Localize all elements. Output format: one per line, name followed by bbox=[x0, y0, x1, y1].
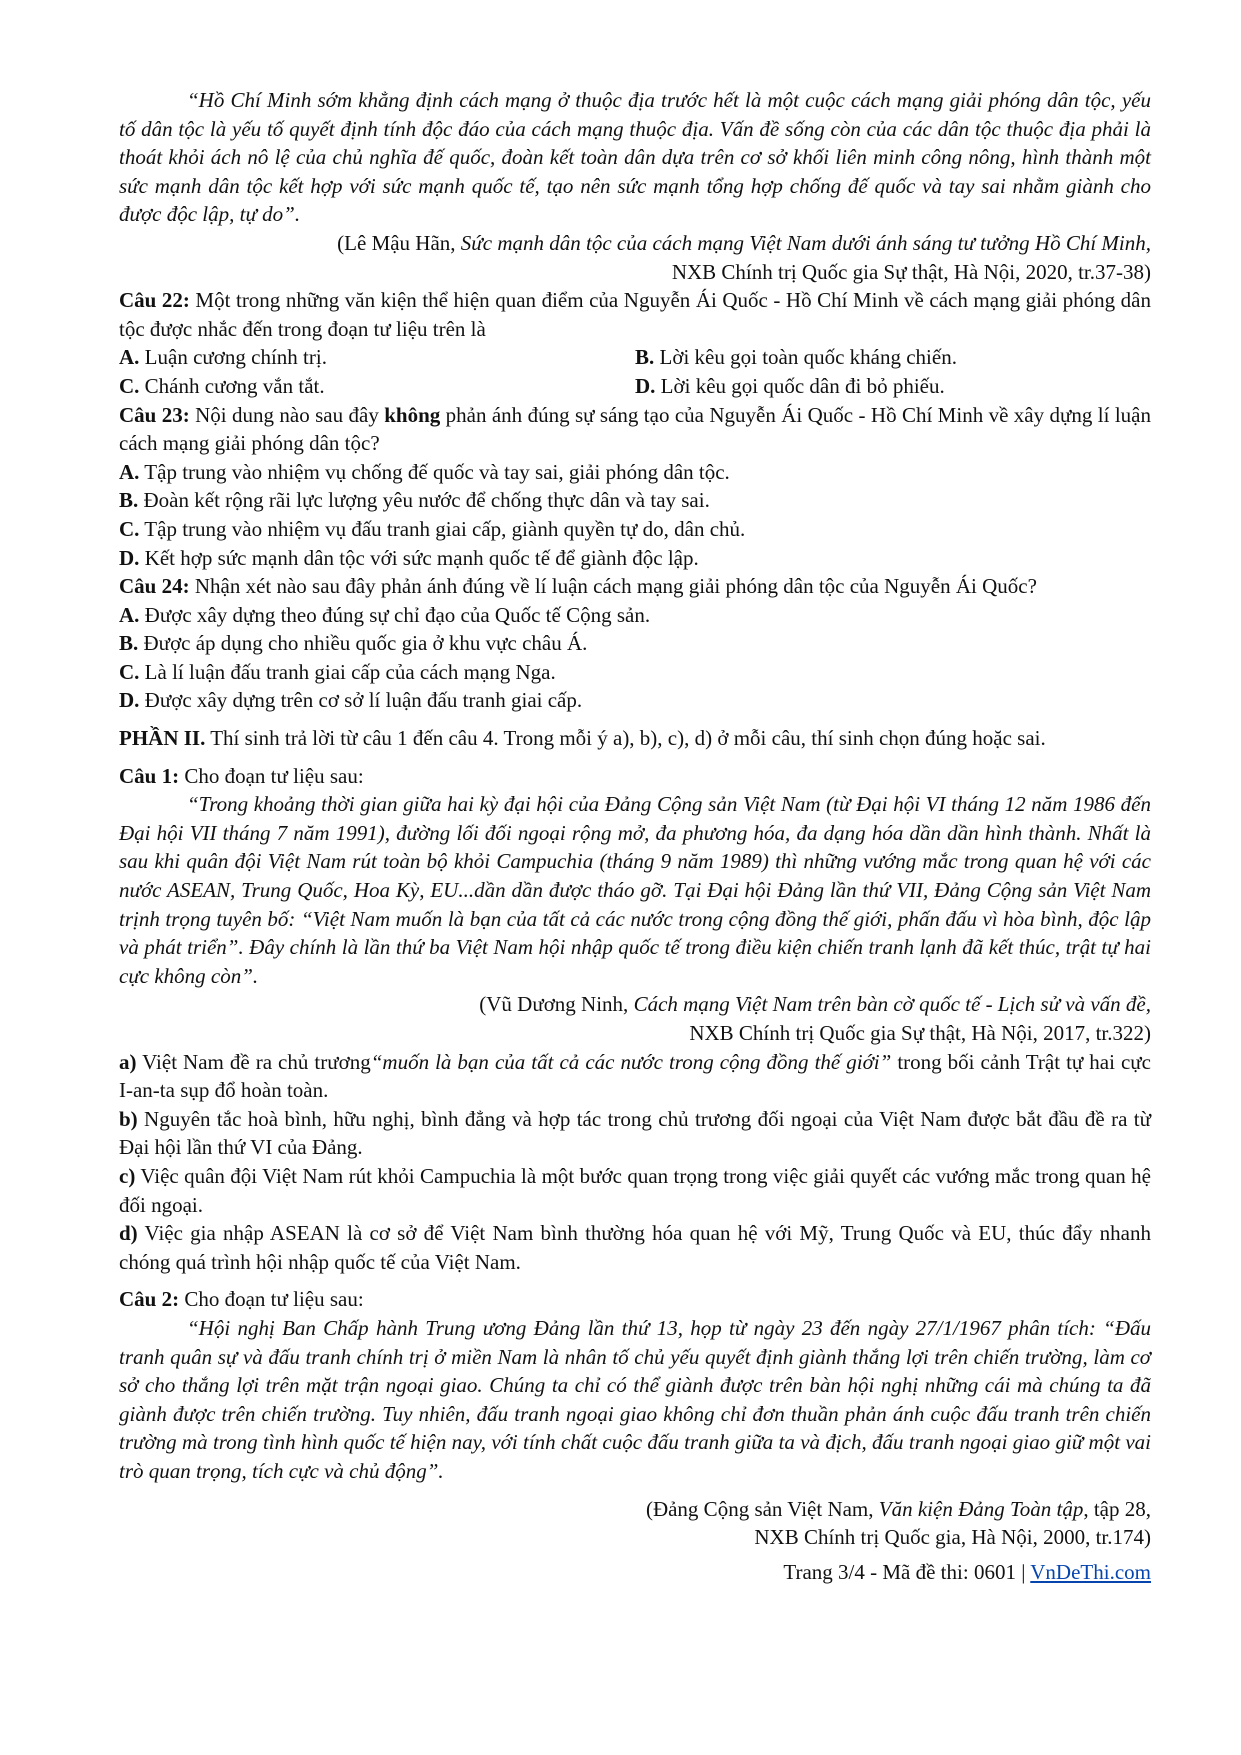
cau-2-quote: “Hội nghị Ban Chấp hành Trung ương Đảng lần thứ 13, họp từ ngày 23 đến ngày 27/1/1967 phân tích: “Đấu tranh quân sự và đấu tranh chính trị ở miền Nam là nhân tố chủ yếu quyết định giành thắng lợi trên chiến trường, làm cơ sở cho thắng lợi trên mặt trận ngoại giao. Chúng ta chỉ có thể giành được trên bàn hội nghị những cái mà chúng ta đã giành được trên chiến trường. Tuy nhiên, đấu tranh ngoại giao không chỉ đơn thuần phản ánh cuộc đấu tranh trên chiến trường mà trong tình hình quốc tế hiện nay, với tính chất cuộc đấu tranh giữa ta và địch, đấu tranh ngoại giao giữ một vai trò quan trọng, tích cực và chủ động”. bbox=[119, 1315, 1151, 1483]
q23-option-d: D. Kết hợp sức mạnh dân tộc với sức mạnh quốc tế để giành độc lập. bbox=[119, 545, 699, 570]
exam-page bbox=[119, 86, 1151, 1586]
citation-1-line2: NXB Chính trị Quốc gia Sự thật, Hà Nội, 2020, tr.37-38) bbox=[671, 259, 1151, 284]
cau-1-citation: (Vũ Dương Ninh, Cách mạng Việt Nam trên bàn cờ quốc tế - Lịch sử và vấn đề, bbox=[479, 992, 1151, 1017]
citation-1: (Lê Mậu Hãn, Sức mạnh dân tộc của cách mạng Việt Nam dưới ánh sáng tư tưởng Hồ Chí Minh, bbox=[337, 230, 1151, 255]
q24-option-d: D. Được xây dựng trên cơ sở lí luận đấu tranh giai cấp. bbox=[119, 688, 583, 713]
q24-option-c: C. Là lí luận đấu tranh giai cấp của cách mạng Nga. bbox=[119, 659, 556, 684]
quote-1: “Hồ Chí Minh sớm khẳng định cách mạng ở thuộc địa trước hết là một cuộc cách mạng giải phóng dân tộc, yếu tố dân tộc là yếu tố quyết định tính độc đáo của cách mạng thuộc địa. Vấn đề sống còn của các dân tộc thuộc địa phải là thoát khỏi ách nô lệ của chủ nghĩa đế quốc, đoàn kết toàn dân dựa trên cơ sở khối liên minh công nông, hình thành một sức mạnh dân tộc kết hợp với sức mạnh quốc tế, tạo nên sức mạnh tổng hợp chống đế quốc và tay sai nhằm giành cho được độc lập, tự do”. bbox=[119, 88, 1151, 227]
cau-2-intro: Câu 2: Cho đoạn tư liệu sau: bbox=[119, 1287, 364, 1312]
q22-option-c: C. Chánh cương vắn tắt. bbox=[119, 373, 325, 398]
cau-1-quote: “Trong khoảng thời gian giữa hai kỳ đại hội của Đảng Cộng sản Việt Nam (từ Đại hội VI tháng 12 năm 1986 đến Đại hội VII tháng 7 năm 1991), đường lối đối ngoại rộng mở, đa phương hóa, đa dạng hóa dần dần hình thành. Nhất là sau khi quân đội Việt Nam rút toàn bộ khỏi Campuchia (tháng 9 năm 1989) thì những vướng mắc trong quan hệ với các nước ASEAN, Trung Quốc, Hoa Kỳ, EU...dần dần được tháo gỡ. Tại Đại hội Đảng lần thứ VII, Đảng Cộng sản Việt Nam trịnh trọng tuyên bố: “Việt Nam muốn là bạn của tất cả các nước trong cộng đồng thế giới, phấn đấu vì hòa bình, độc lập và phát triển”. Đây chính là lần thứ ba Việt Nam hội nhập quốc tế trong điều kiện chiến tranh lạnh đã kết thúc, trật tự hai cực không còn”. bbox=[119, 792, 1151, 988]
cau-1-statement-b: b) Nguyên tắc hoà bình, hữu nghị, bình đẳng và hợp tác trong chủ trương đối ngoại của Việt Nam được bắt đầu đề ra từ Đại hội lần thứ VI của Đảng. bbox=[119, 1106, 1151, 1160]
question-24: Câu 24: Nhận xét nào sau đây phản ánh đúng về lí luận cách mạng giải phóng dân tộc của Nguyễn Ái Quốc? bbox=[119, 574, 1037, 599]
question-22: Câu 22: Một trong những văn kiện thể hiện quan điểm của Nguyễn Ái Quốc - Hồ Chí Minh về cách mạng giải phóng dân tộc được nhắc đến trong đoạn tư liệu trên là bbox=[119, 288, 1152, 341]
q22-option-a: A. Luận cương chính trị. bbox=[119, 345, 327, 370]
cau-1-citation-line2: NXB Chính trị Quốc gia Sự thật, Hà Nội, 2017, tr.322) bbox=[689, 1021, 1151, 1045]
page-footer: Trang 3/4 - Mã đề thi: 0601 | VnDeThi.com bbox=[783, 1559, 1151, 1584]
footer-link[interactable]: VnDeThi.com bbox=[1030, 1559, 1151, 1584]
q22-options-row-2 bbox=[119, 372, 1151, 401]
q23-option-b: B. Đoàn kết rộng rãi lực lượng yêu nước để chống thực dân và tay sai. bbox=[119, 488, 710, 513]
q24-option-a: A. Được xây dựng theo đúng sự chỉ đạo của Quốc tế Cộng sản. bbox=[119, 602, 651, 627]
cau-1-intro: Câu 1: Cho đoạn tư liệu sau: bbox=[119, 763, 364, 788]
q22-option-d: D. Lời kêu gọi quốc dân đi bỏ phiếu. bbox=[635, 373, 945, 398]
q24-option-b: B. Được áp dụng cho nhiều quốc gia ở khu vực châu Á. bbox=[119, 631, 588, 656]
q23-option-c: C. Tập trung vào nhiệm vụ đấu tranh giai cấp, giành quyền tự do, dân chủ. bbox=[119, 516, 746, 541]
cau-2-citation: (Đảng Cộng sản Việt Nam, Văn kiện Đảng Toàn tập, tập 28, bbox=[645, 1496, 1151, 1521]
cau-2-citation-line2: NXB Chính trị Quốc gia, Hà Nội, 2000, tr.174) bbox=[754, 1525, 1151, 1550]
cau-1-statement-d: d) Việc gia nhập ASEAN là cơ sở để Việt Nam bình thường hóa quan hệ với Mỹ, Trung Quốc và EU, thúc đẩy nhanh chóng quá trình hội nhập quốc tế của Việt Nam. bbox=[119, 1221, 1151, 1274]
cau-1-statement-c: c) Việc quân đội Việt Nam rút khỏi Campuchia là một bước quan trọng trong việc giải quyết các vướng mắc trong quan hệ đối ngoại. bbox=[119, 1163, 1151, 1217]
question-23: Câu 23: Nội dung nào sau đây không phản ánh đúng sự sáng tạo của Nguyễn Ái Quốc - Hồ Chí Minh về xây dựng lí luận cách mạng giải phóng dân tộc? bbox=[119, 402, 1151, 456]
cau-1-statement-a: a) Việt Nam đề ra chủ trương“muốn là bạn của tất cả các nước trong cộng đồng thế giới” trong bối cảnh Trật tự hai cực I-an-ta sụp đổ hoàn toàn. bbox=[119, 1049, 1151, 1103]
q23-option-a: A. Tập trung vào nhiệm vụ chống đế quốc và tay sai, giải phóng dân tộc. bbox=[119, 459, 730, 484]
q22-option-b: B. Lời kêu gọi toàn quốc kháng chiến. bbox=[635, 345, 957, 370]
q22-options-row-1 bbox=[119, 343, 1151, 372]
part-2-heading: PHẦN II. Thí sinh trả lời từ câu 1 đến câu 4. Trong mỗi ý a), b), c), d) ở mỗi câu, thí sinh chọn đúng hoặc sai. bbox=[119, 726, 1046, 751]
